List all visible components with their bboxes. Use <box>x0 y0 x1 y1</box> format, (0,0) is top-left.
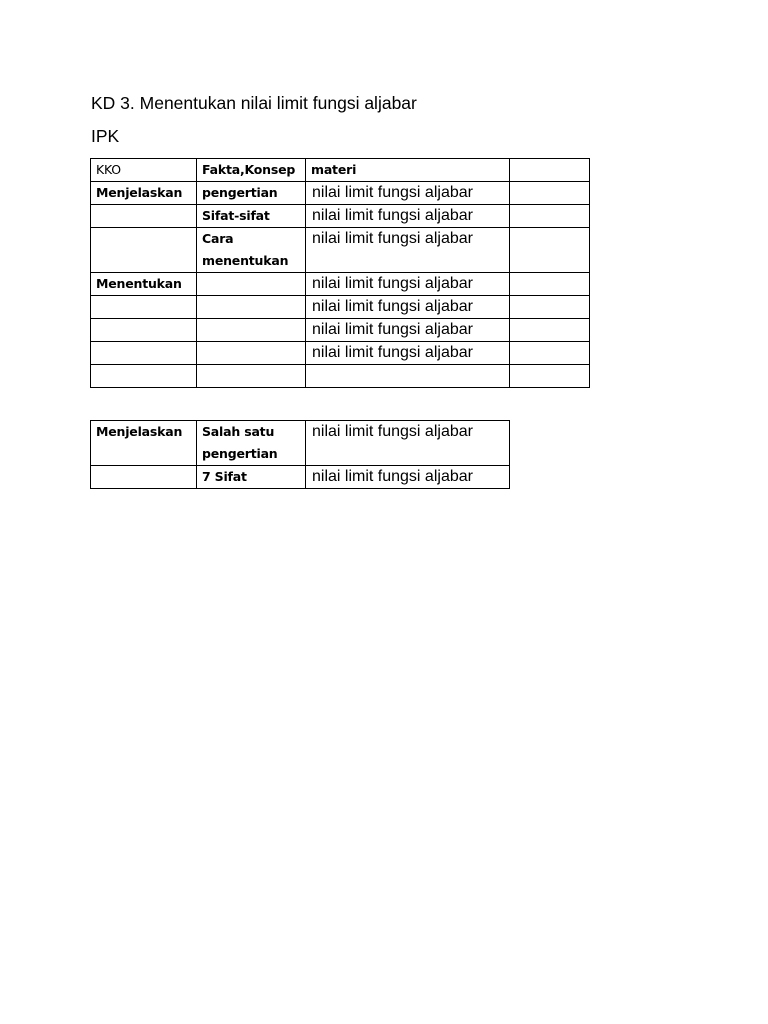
header-materi: materi <box>306 159 510 182</box>
cell-extra <box>510 365 590 388</box>
ipk-label: IPK <box>91 126 120 146</box>
cell-extra <box>510 296 590 319</box>
header-kko: KKO <box>91 159 197 182</box>
header-fakta-konsep: Fakta,Konsep <box>197 159 306 182</box>
cell-fakta-konsep: Sifat-sifat <box>197 205 306 228</box>
cell-fakta-konsep: Cara menentukan <box>197 228 306 273</box>
table-row <box>91 273 590 296</box>
header-extra <box>510 159 590 182</box>
cell-kko <box>91 296 197 319</box>
cell-extra <box>510 319 590 342</box>
cell-fakta-konsep <box>197 296 306 319</box>
cell-materi <box>306 365 510 388</box>
summary-table <box>90 420 510 489</box>
cell-fakta-konsep <box>197 273 306 296</box>
cell-extra <box>510 228 590 273</box>
table-row <box>91 319 590 342</box>
table-row <box>91 342 590 365</box>
cell-fakta-konsep: pengertian <box>197 182 306 205</box>
cell-materi: nilai limit fungsi aljabar <box>306 421 510 466</box>
cell-materi: nilai limit fungsi aljabar <box>306 228 510 273</box>
table-header-row <box>91 159 590 182</box>
cell-materi: nilai limit fungsi aljabar <box>306 466 510 489</box>
table-row <box>91 421 510 466</box>
cell-materi: nilai limit fungsi aljabar <box>306 342 510 365</box>
table-row <box>91 466 510 489</box>
cell-fakta-konsep: 7 Sifat <box>197 466 306 489</box>
cell-materi: nilai limit fungsi aljabar <box>306 205 510 228</box>
cell-materi: nilai limit fungsi aljabar <box>306 273 510 296</box>
cell-kko <box>91 319 197 342</box>
cell-kko: Menentukan <box>91 273 197 296</box>
table-row <box>91 182 590 205</box>
cell-fakta-konsep: Salah satu pengertian <box>197 421 306 466</box>
cell-materi: nilai limit fungsi aljabar <box>306 319 510 342</box>
table-row <box>91 205 590 228</box>
cell-extra <box>510 205 590 228</box>
table-row <box>91 296 590 319</box>
cell-materi: nilai limit fungsi aljabar <box>306 296 510 319</box>
cell-fakta-konsep <box>197 319 306 342</box>
cell-kko <box>91 228 197 273</box>
kd-title: KD 3. Menentukan nilai limit fungsi aljabar <box>91 93 417 113</box>
cell-kko: Menjelaskan <box>91 421 197 466</box>
cell-kko: Menjelaskan <box>91 182 197 205</box>
cell-extra <box>510 182 590 205</box>
table-row <box>91 365 590 388</box>
cell-kko <box>91 342 197 365</box>
cell-kko <box>91 205 197 228</box>
cell-materi: nilai limit fungsi aljabar <box>306 182 510 205</box>
cell-fakta-konsep <box>197 342 306 365</box>
cell-extra <box>510 342 590 365</box>
cell-fakta-konsep <box>197 365 306 388</box>
table-row <box>91 228 590 273</box>
cell-extra <box>510 273 590 296</box>
cell-kko <box>91 466 197 489</box>
cell-kko <box>91 365 197 388</box>
ipk-table <box>90 158 590 388</box>
